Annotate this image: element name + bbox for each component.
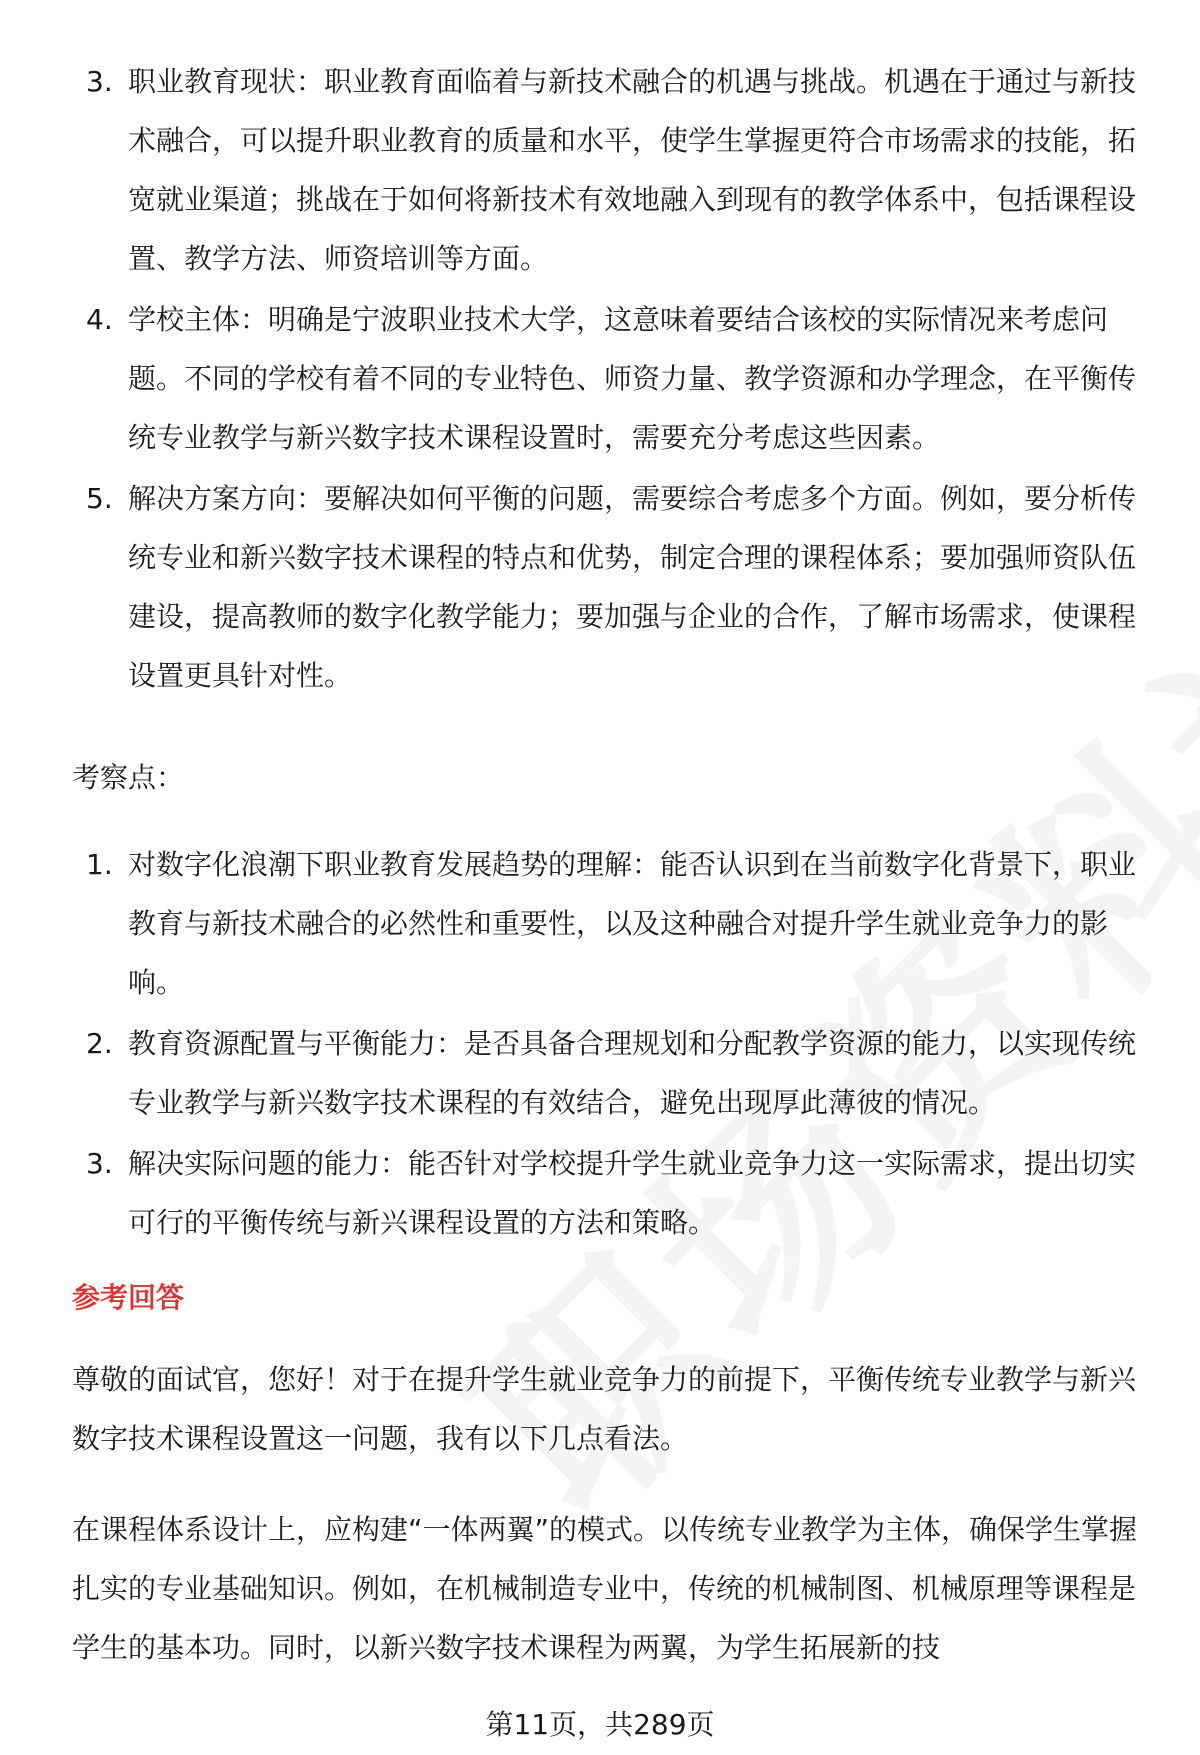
answer-paragraph: 尊敬的面试官，您好！对于在提升学生就业竞争力的前提下，平衡传统专业教学与新兴数字技术课程设置这一问题，我有以下几点看法。 — [72, 1363, 1137, 1455]
list-number: 1. — [86, 848, 113, 881]
list-number: 4. — [86, 303, 113, 336]
list-item — [72, 52, 1152, 288]
kaocha-list — [72, 835, 1152, 1258]
section-heading-kaocha: 考察点： — [72, 761, 185, 794]
list-number: 3. — [86, 1147, 113, 1180]
list-text: 教育资源配置与平衡能力：是否具备合理规划和分配教学资源的能力，以实现传统专业教学与新兴数字技术课程的有效结合，避免出现厚此薄彼的情况。 — [128, 1027, 1137, 1119]
list-number: 2. — [86, 1027, 113, 1060]
list-number: 5. — [86, 482, 113, 515]
answer-heading: 参考回答 — [72, 1281, 185, 1314]
list-item — [72, 290, 1152, 467]
page-number: 第11页，共289页 — [485, 1708, 715, 1741]
list-text: 解决方案方向：要解决如何平衡的问题，需要综合考虑多个方面。例如，要分析传统专业和新兴数字技术课程的特点和优势，制定合理的课程体系；要加强师资队伍建设，提高教师的数字化教学能力；要加强与企业的合作，了解市场需求，使课程设置更具针对性。 — [128, 482, 1137, 692]
list-text: 对数字化浪潮下职业教育发展趋势的理解：能否认识到在当前数字化背景下，职业教育与新技术融合的必然性和重要性，以及这种融合对提升学生就业竞争力的影响。 — [128, 848, 1137, 999]
list-text: 学校主体：明确是宁波职业技术大学，这意味着要结合该校的实际情况来考虑问题。不同的学校有着不同的专业特色、师资力量、教学资源和办学理念，在平衡传统专业教学与新兴数字技术课程设置时，需要充分考虑这些因素。 — [128, 303, 1137, 454]
list-item — [72, 1134, 1152, 1252]
list-item — [72, 835, 1152, 1012]
list-item — [72, 1014, 1152, 1132]
context-list — [72, 52, 1152, 711]
list-number: 3. — [86, 65, 113, 98]
list-text: 解决实际问题的能力：能否针对学校提升学生就业竞争力这一实际需求，提出切实可行的平衡传统与新兴课程设置的方法和策略。 — [128, 1147, 1137, 1239]
list-text: 职业教育现状：职业教育面临着与新技术融合的机遇与挑战。机遇在于通过与新技术融合，可以提升职业教育的质量和水平，使学生掌握更符合市场需求的技能，拓宽就业渠道；挑战在于如何将新技术有效地融入到现有的教学体系中，包括课程设置、教学方法、师资培训等方面。 — [128, 65, 1137, 275]
list-item — [72, 469, 1152, 705]
answer-paragraph: 在课程体系设计上，应构建“一体两翼”的模式。以传统专业教学为主体，确保学生掌握扎实的专业基础知识。例如，在机械制造专业中，传统的机械制图、机械原理等课程是学生的基本功。同时，以新兴数字技术课程为两翼，为学生拓展新的技 — [72, 1513, 1138, 1664]
